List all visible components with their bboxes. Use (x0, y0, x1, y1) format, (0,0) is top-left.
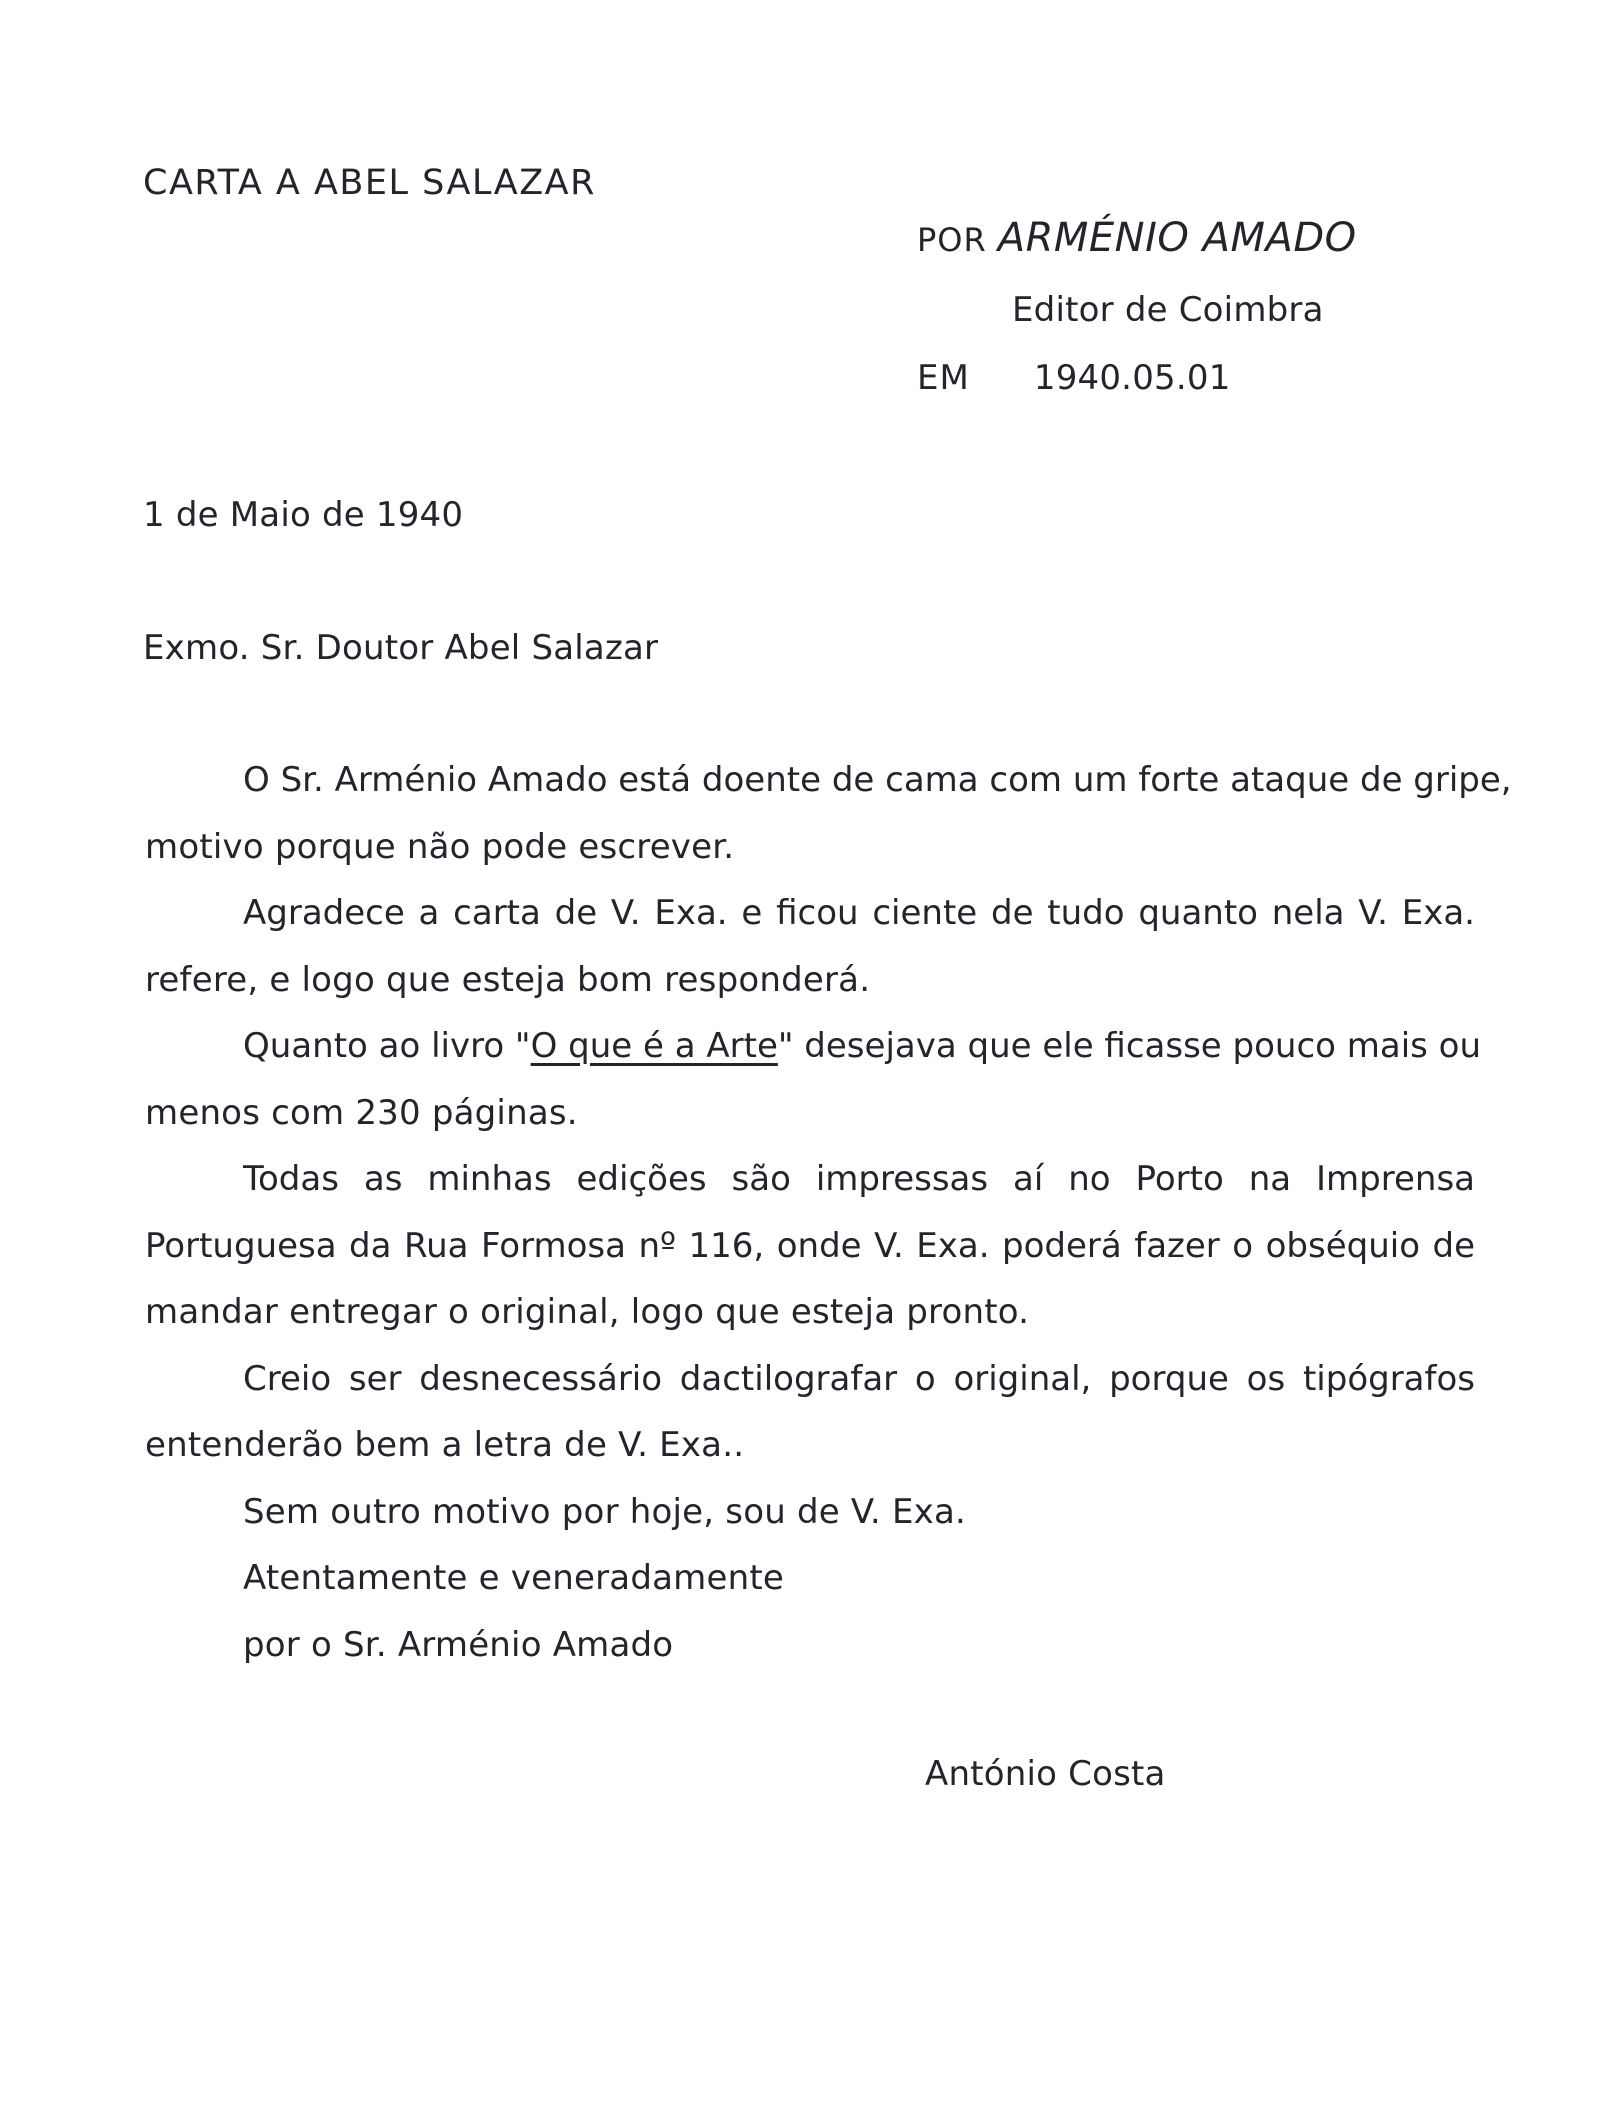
byline-role: Editor de Coimbra (1012, 290, 1324, 330)
closing-line1: Sem outro motivo por hoje, sou de V. Exa. (243, 1492, 966, 1532)
body-p1-line1: O Sr. Arménio Amado está doente de cama com um forte ataque de gripe, (243, 760, 1512, 800)
signature: António Costa (925, 1754, 1166, 1794)
body-p4-line1: Todas as minhas edições são impressas aí no Porto na Imprensa (243, 1159, 1475, 1199)
body-p2-line2: refere, e logo que esteja bom responderá. (145, 960, 871, 1000)
body-p3-before-title: Quanto ao livro " (243, 1026, 531, 1066)
closing-line2: Atentamente e veneradamente (243, 1558, 784, 1598)
byline-date-line (917, 358, 1231, 398)
document-title: CARTA A ABEL SALAZAR (143, 163, 596, 203)
byline-author-name: ARMÉNIO AMADO (997, 215, 1357, 261)
byline-author-line (917, 215, 1357, 261)
closing-line3: por o Sr. Arménio Amado (243, 1625, 674, 1665)
body-p3-line2: menos com 230 páginas. (145, 1093, 578, 1133)
body-p5-line1: Creio ser desnecessário dactilografar o original, porque os tipógrafos (243, 1359, 1475, 1399)
letter-date: 1 de Maio de 1940 (143, 495, 464, 535)
byline-em-label: EM (917, 358, 970, 398)
body-p1-line2: motivo porque não pode escrever. (145, 827, 735, 867)
body-p4-line3: mandar entregar o original, logo que esteja pronto. (145, 1292, 1030, 1332)
byline-por-label: POR (917, 221, 987, 259)
body-p2-line1: Agradece a carta de V. Exa. e ficou ciente de tudo quanto nela V. Exa. (243, 893, 1475, 933)
book-title: O que é a Arte (530, 1026, 778, 1066)
body-p5-line2: entenderão bem a letra de V. Exa.. (145, 1425, 745, 1465)
body-p3-after-title: " desejava que ele ficasse pouco mais ou (777, 1026, 1482, 1066)
salutation: Exmo. Sr. Doutor Abel Salazar (143, 628, 659, 668)
byline-date-code: 1940.05.01 (1033, 358, 1231, 398)
body-p4-line2: Portuguesa da Rua Formosa nº 116, onde V. Exa. poderá fazer o obséquio de (145, 1226, 1475, 1266)
body-p3-line1 (243, 1026, 1482, 1066)
